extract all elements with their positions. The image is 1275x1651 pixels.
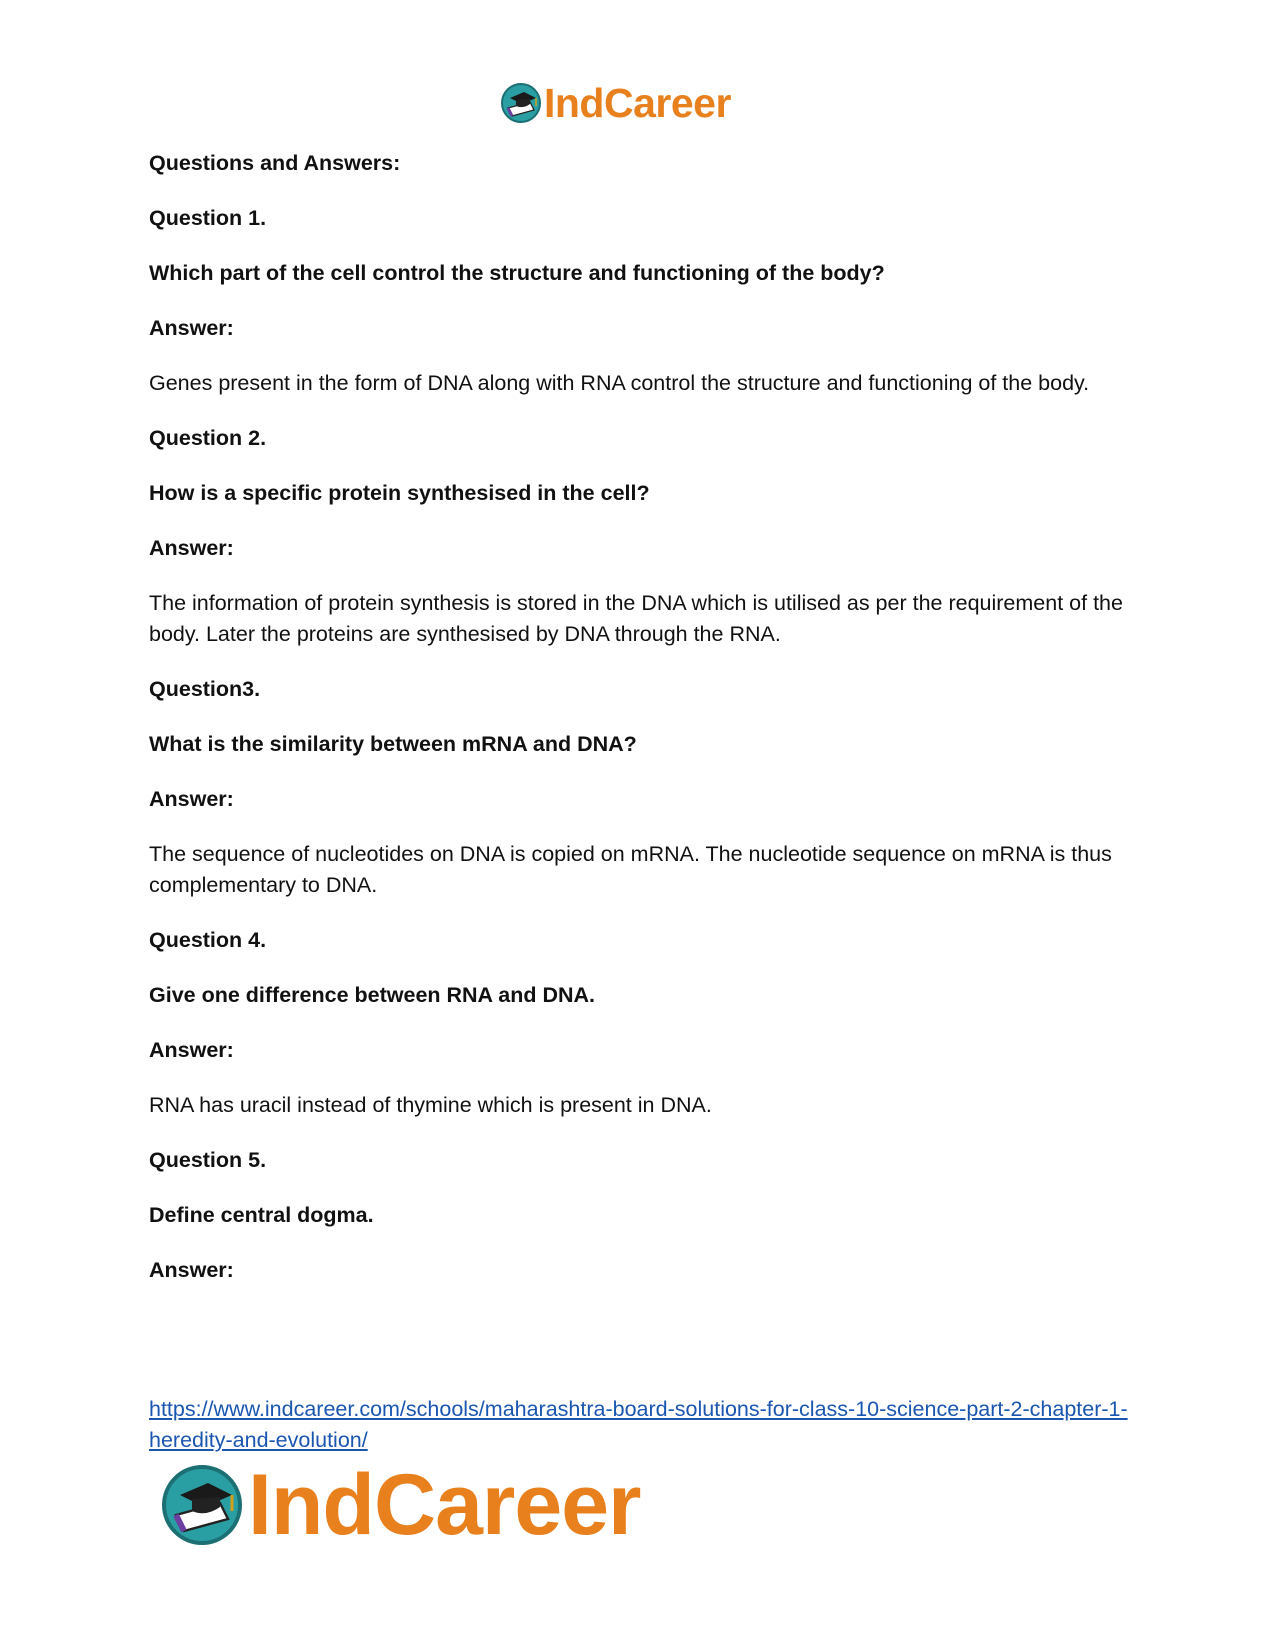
answer-label: Answer: bbox=[149, 536, 234, 560]
qa-content bbox=[149, 148, 1129, 1310]
qa-item bbox=[149, 423, 1129, 650]
qa-item bbox=[149, 674, 1129, 901]
qa-item bbox=[149, 925, 1129, 1121]
answer-text: RNA has uracil instead of thymine which is present in DNA. bbox=[149, 1093, 712, 1117]
question-text: Define central dogma. bbox=[149, 1203, 374, 1227]
question-label: Question 2. bbox=[149, 426, 267, 450]
question-label: Question 5. bbox=[149, 1148, 267, 1172]
answer-label: Answer: bbox=[149, 1038, 234, 1062]
graduation-book-icon bbox=[160, 1463, 244, 1547]
graduation-book-icon bbox=[500, 82, 542, 124]
question-text: What is the similarity between mRNA and DNA? bbox=[149, 732, 637, 756]
question-label: Question3. bbox=[149, 677, 261, 701]
question-text: Give one difference between RNA and DNA. bbox=[149, 983, 596, 1007]
answer-label: Answer: bbox=[149, 787, 234, 811]
qa-item bbox=[149, 203, 1129, 399]
answer-text: The sequence of nucleotides on DNA is copied on mRNA. The nucleotide sequence on mRNA is thus complementary to DNA. bbox=[149, 842, 1112, 897]
footer-logo bbox=[160, 1457, 641, 1553]
question-label: Question 1. bbox=[149, 206, 267, 230]
answer-label: Answer: bbox=[149, 1258, 234, 1282]
header-logo bbox=[500, 78, 731, 128]
answer-label: Answer: bbox=[149, 316, 234, 340]
header-logo-text: IndCareer bbox=[544, 79, 731, 126]
question-text: How is a specific protein synthesised in the cell? bbox=[149, 481, 650, 505]
question-label: Question 4. bbox=[149, 928, 267, 952]
footer-logo-text: IndCareer bbox=[248, 1457, 641, 1553]
answer-text: Genes present in the form of DNA along with RNA control the structure and functioning of the body. bbox=[149, 371, 1090, 395]
page-heading: Questions and Answers: bbox=[149, 151, 401, 175]
qa-item bbox=[149, 1145, 1129, 1286]
answer-text: The information of protein synthesis is stored in the DNA which is utilised as per the requirement of the body. Later the proteins are synthesised by DNA through the RNA. bbox=[149, 591, 1123, 646]
question-text: Which part of the cell control the structure and functioning of the body? bbox=[149, 261, 885, 285]
source-link[interactable]: https://www.indcareer.com/schools/maharashtra-board-solutions-for-class-10-science-part-2-chapter-1-heredity-and-evolution/ bbox=[149, 1397, 1128, 1452]
